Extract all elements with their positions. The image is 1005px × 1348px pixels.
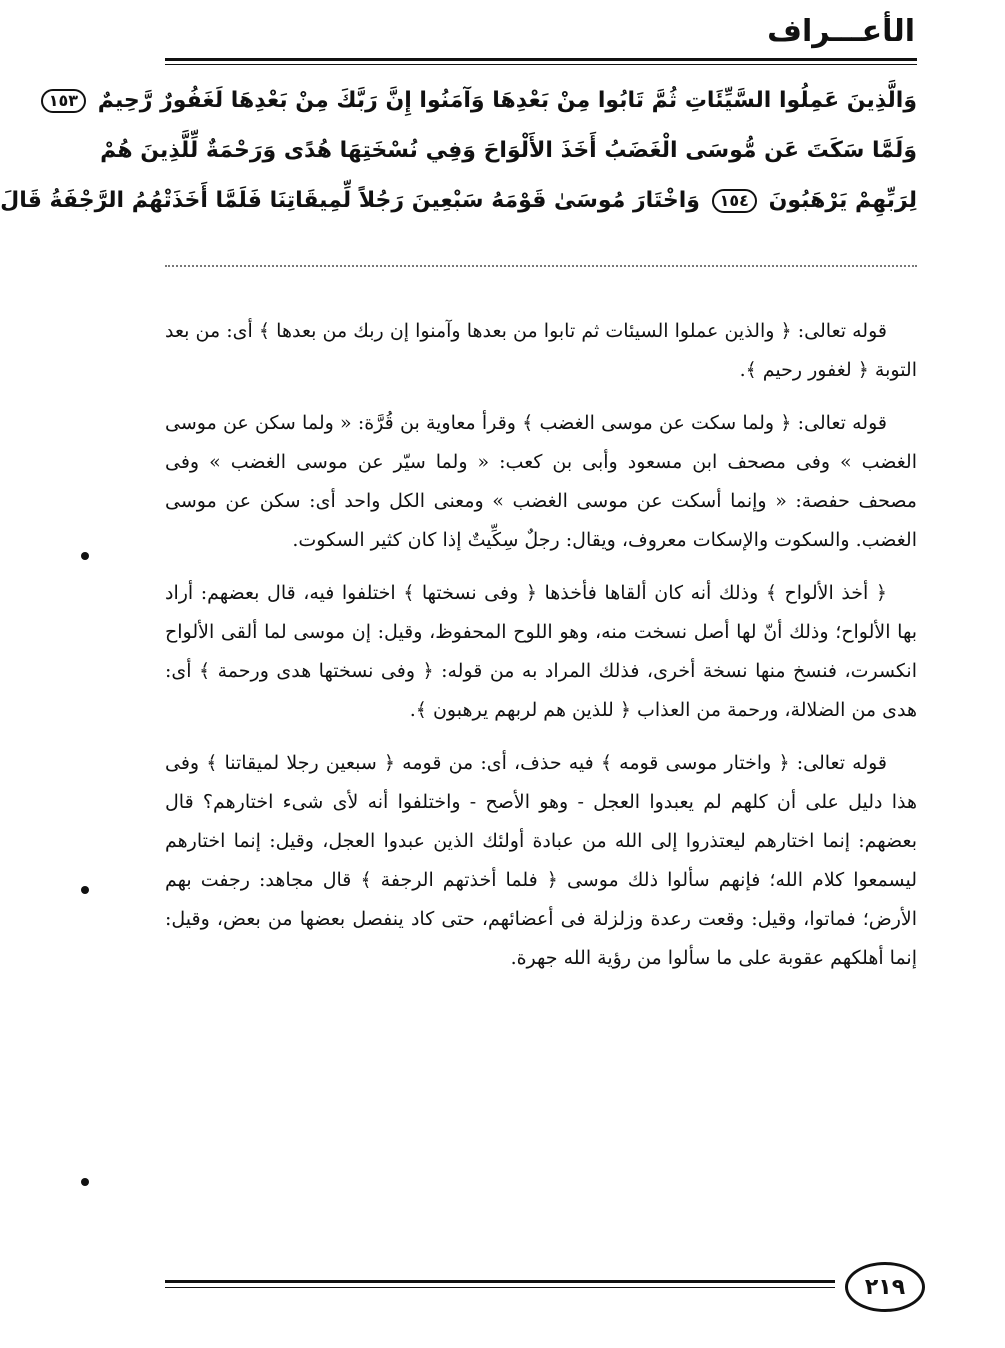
verse-text: وَالَّذِينَ عَمِلُوا السَّيِّئَاتِ ثُمَّ تَابُوا مِنْ بَعْدِهَا وَآمَنُوا إِنَّ رَبَّكَ مِنْ بَعْدِهَا لَغَفُورٌ رَّحِيمٌ [97,88,917,113]
page-number: ٢١٩ [845,1262,925,1312]
margin-bullet-icon [81,552,89,560]
tafsir-commentary [165,312,917,992]
verse-line [48,76,917,126]
commentary-paragraph: قوله تعالى: ﴿ والذين عملوا السيئات ثم تابوا من بعدها وآمنوا إن ربك من بعدها ﴾ أى: من بعد التوبة ﴿ لغفور رحيم ﴾. [165,320,917,381]
verse-line [100,126,917,176]
verse-number-badge: ١٥٣ [41,89,86,113]
header-rule-thick [165,58,917,61]
quran-verses [0,76,917,226]
header-rule-thin [165,64,917,65]
verse-text: لِرَبِّهِمْ يَرْهَبُونَ [768,188,917,213]
margin-bullet-icon [81,886,89,894]
surah-title: الأعـــراف [767,14,915,49]
commentary-paragraph: ﴿ أخذ الألواح ﴾ وذلك أنه كان ألقاها فأخذها ﴿ وفى نسختها ﴾ اختلفوا فيه، قال بعضهم: أراد بها الألواح؛ وذلك أنّ لها أصل نسخت منه، وهو اللوح المحفوظ، وقيل: إن موسى لما ألقى الألواح انكسرت، فنسخ منها نسخة أخرى، فذلك المراد به من قوله: ﴿ وفى نسختها هدى ورحمة ﴾ أى: هدى من الضلالة، ورحمة من العذاب ﴿ للذين هم لربهم يرهبون ﴾. [165,582,917,721]
footer-rule-thin [165,1287,835,1288]
verse-text: وَاخْتَارَ مُوسَىٰ قَوْمَهُ سَبْعِينَ رَجُلاً لِّمِيقَاتِنَا فَلَمَّا أَخَذَتْهُمُ الرَّجْفَةُ قَالَ [0,188,700,213]
verses-separator [165,265,917,267]
footer-rule-thick [165,1280,835,1283]
verse-line [0,176,917,226]
verse-text: وَلَمَّا سَكَتَ عَن مُّوسَى الْغَضَبُ أَخَذَ الأَلْوَاحَ وَفِي نُسْخَتِهَا هُدًى وَرَحْمَةٌ لِّلَّذِينَ هُمْ [100,138,917,163]
commentary-paragraph: قوله تعالى: ﴿ ولما سكت عن موسى الغضب ﴾ وقرأ معاوية بن قُرَّة: « ولما سكن عن موسى الغضب » وفى مصحف ابن مسعود وأبى بن كعب: « ولما سيّر عن موسى الغضب » وفى مصحف حفصة: « وإنما أسكت عن موسى الغضب » ومعنى الكل واحد أى: سكن عن موسى الغضب. والسكوت والإسكات معروف، ويقال: رجلٌ سِكِّيتٌ إذا كان كثير السكوت. [165,412,917,551]
margin-bullet-icon [81,1178,89,1186]
verse-number-badge: ١٥٤ [712,189,757,213]
commentary-paragraph: قوله تعالى: ﴿ واختار موسى قومه ﴾ فيه حذف، أى: من قومه ﴿ سبعين رجلا لميقاتنا ﴾ وفى هذا دليل على أن كلهم لم يعبدوا العجل - وهو الأصح - واختلفوا أنه لأى شىء اختارهم؟ قال بعضهم: إنما اختارهم ليعتذروا إلى الله من عبادة أولئك الذين عبدوا العجل، وقيل: إنما اختارهم ليسمعوا كلام الله؛ فإنهم سألوا ذلك موسى ﴿ فلما أخذتهم الرجفة ﴾ قال مجاهد: رجفت بهم الأرض؛ فماتوا، وقيل: وقعت رعدة وزلزلة فى أعضائهم، حتى كاد ينفصل بعضها من بعض، وقيل: إنما أهلكهم عقوبة على ما سألوا من رؤية الله جهرة. [165,752,917,969]
